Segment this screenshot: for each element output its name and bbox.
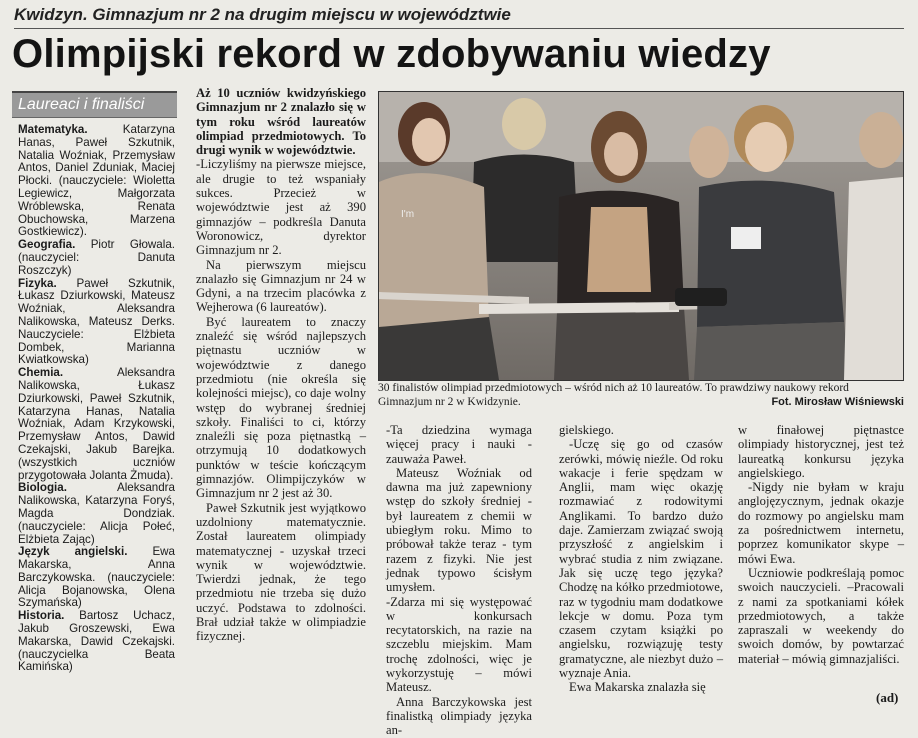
article-headline: Olimpijski rekord w zdobywaniu wiedzy xyxy=(12,32,771,76)
subject-label: Język angielski. xyxy=(18,545,128,559)
paragraph: Mateusz Woźniak od dawna ma już zapewniony wstęp do szkoły średniej - był laureatem z chemii w ubiegłym roku. Mimo to próbował także teraz - tym razem z fizyki. Nie jest jednak typowo ścisłym umysłem. xyxy=(386,465,532,595)
subject-label: Chemia. xyxy=(18,366,64,380)
subject-label: Matematyka. xyxy=(18,123,88,136)
entry-text: Aleksandra Nalikowska, Katarzyna Foryś, Magda Dondziak. (nauczyciele: Alicja Połeć, Elżbieta Zając) xyxy=(18,481,175,546)
paragraph: Paweł Szkutnik jest wyjątkowo uzdolniony matematycznie. Został laureatem olimpiady matematycznej - uzyskał trzeci wynik w województwie. Twierdzi jednak, że tego przedmiotu nie trzeba się dużo uczyć. Podstawa to zdolności. Brał udział także w olimpiadzie fizycznej. xyxy=(196,500,366,644)
paragraph: gielskiego. xyxy=(559,423,614,437)
article-column-3 xyxy=(559,423,723,695)
entry-text: Paweł Szkutnik, Łukasz Dziurkowski, Mateusz Woźniak, Aleksandra Nalikowska, Mateusz Derks. Nauczyciele: Elżbieta Dombek, Marianna Kwiatkowska) xyxy=(18,276,175,367)
laureates-sidebar xyxy=(12,91,177,705)
subject-label: Biologia. xyxy=(18,481,67,495)
paragraph: -Zdarza mi się występować w konkursach recytatorskich, na razie na szczeblu miejskim. Mam trochę zdolności, więc je wykorzystuję – mówi Mateusz. xyxy=(386,594,532,695)
paragraph: -Ta dziedzina wymaga więcej pracy i nauki - zauważa Paweł. xyxy=(386,423,532,466)
article-column-1 xyxy=(196,86,366,644)
photo-credit: Fot. Mirosław Wiśniewski xyxy=(771,395,904,408)
entry-text: Katarzyna Hanas, Paweł Szkutnik, Natalia Woźniak, Przemysław Antos, Daniel Zduniak, Maciej Płocki. (nauczyciele: Wioletta Legiewicz, Małgorzata Wróblewska, Renata Obuchowska, Marzena Gostkiewicz). xyxy=(18,123,175,239)
paragraph: Ewa Makarska znalazła się xyxy=(569,680,706,695)
paragraph: Anna Barczykowska jest finalistką olimpiady języka an- xyxy=(386,694,532,738)
paragraph: Być laureatem to znaczy znaleźć się wśród najlepszych piętnastu uczniów w województwie z danego przedmiotu (nie określa się kolejności miejsc), co daje wolny wstęp do wybranej średniej szkoły. Finaliści to ci, którzy znaleźli się poza piętnastką – otrzymują 10 dodatkowych punktów w teście kończącym gimnazjów. Olimpijczyków w Gimnazjum nr 2 jest aż 30. xyxy=(196,314,366,501)
author-signature: (ad) xyxy=(876,690,899,705)
photo-caption xyxy=(378,382,904,409)
sidebar-entry xyxy=(18,124,175,239)
sidebar-title: Laureaci i finaliści xyxy=(12,93,177,118)
sidebar-entry xyxy=(18,610,175,674)
entry-text: Piotr Głowala. (nauczyciel: Danuta Roszczyk) xyxy=(18,238,175,277)
caption-text: 30 finalistów olimpiad przedmiotowych – wśród nich aż 10 laureatów. To prawdziwy naukowy rekord Gimnazjum nr 2 w Kwidzynie. xyxy=(378,382,849,408)
students-photo-art xyxy=(379,92,903,380)
subject-label: Geografia. xyxy=(18,238,76,252)
sidebar-entry xyxy=(18,278,175,368)
subject-label: Historia. xyxy=(18,609,65,623)
paragraph: -Nigdy nie byłam w kraju anglojęzycznym, jednak okazje do rozmowy po angielsku mam za pośrednictwem internetu, poprzez komunikator skype – mówi Ewa. xyxy=(738,480,904,566)
paragraph: -Liczyliśmy na pierwsze miejsce, ale drugie to też wspaniały sukces. Przecież w województwie jest aż 390 gimnazjów – podkreśla Danuta Woronowicz, dyrektor Gimnazjum nr 2. xyxy=(196,157,366,258)
paragraph: -Uczę się go od czasów zerówki, mówię nieźle. Od roku wakacje i ferie spędzam w Anglii, mam więc okazję rozmawiać z rodowitymi Anglikami. To bardzo dużo daje. Zamierzam związać swoją przyszłość z angielskim i wybrać studia z nim związane. Jak się uczę tego języka? Chodzę na kółko przedmiotowe, raz w tygodniu mam dodatkowe lekcje w domu. Poza tym czasem czytam książki po angielsku, rozwiązuję testy gramatyczne, ale niezbyt dużo – wyznaje Ania. xyxy=(559,437,723,681)
entry-text: Bartosz Uchacz, Jakub Groszewski, Ewa Makarska, Dawid Czekajski. (nauczycielka Beata Kamińska) xyxy=(18,609,175,674)
sidebar-entry xyxy=(18,239,175,277)
paragraph: Na pierwszym miejscu znalazło się Gimnazjum nr 24 w Gdyni, a na trzecim placówka z Wejherowa (6 laureatów). xyxy=(196,257,366,315)
sidebar-entry xyxy=(18,482,175,546)
paragraph: w finałowej piętnastce olimpiady historycznej, jest też laureatką konkursu języka angielskiego. xyxy=(738,423,904,480)
paragraph: Uczniowie podkreślają pomoc swoich nauczycieli. –Pracowali z nami za spotkaniami kółek przedmiotowych, a także zapraszali w weekendy do swoich domów, by powtarzać materiał – mówią gimnazjaliści. xyxy=(738,565,904,666)
entry-text: Ewa Makarska, Anna Barczykowska. (nauczyciele: Alicja Bojanowska, Olena Szymańska) xyxy=(18,545,175,610)
subject-label: Fizyka. xyxy=(18,276,57,290)
sidebar-body xyxy=(12,118,177,674)
article-kicker: Kwidzyn. Gimnazjum nr 2 na drugim miejscu w województwie xyxy=(14,2,904,29)
sidebar-entry xyxy=(18,367,175,482)
article-column-4 xyxy=(738,423,904,666)
entry-text: Aleksandra Nalikowska, Łukasz Dziurkowski, Paweł Szkutnik, Katarzyna Hanas, Natalia Woźniak, Adam Krzykowski, Przemysław Antos, Dawid Czekajski, Jakub Barejka.(wszystkich uczniów przygotowała Jolanta Żmuda). xyxy=(18,366,175,482)
article-lead: Aż 10 uczniów kwidzyńskiego Gimnazjum nr 2 znalazło się w tym roku wśród laureatów olimpiad przedmiotowych. To drugi wynik w województwie. xyxy=(196,86,366,158)
students-photo xyxy=(378,91,904,381)
article-column-2 xyxy=(386,423,532,738)
sidebar-entry xyxy=(18,546,175,610)
shirt-print: I'm xyxy=(401,209,415,220)
